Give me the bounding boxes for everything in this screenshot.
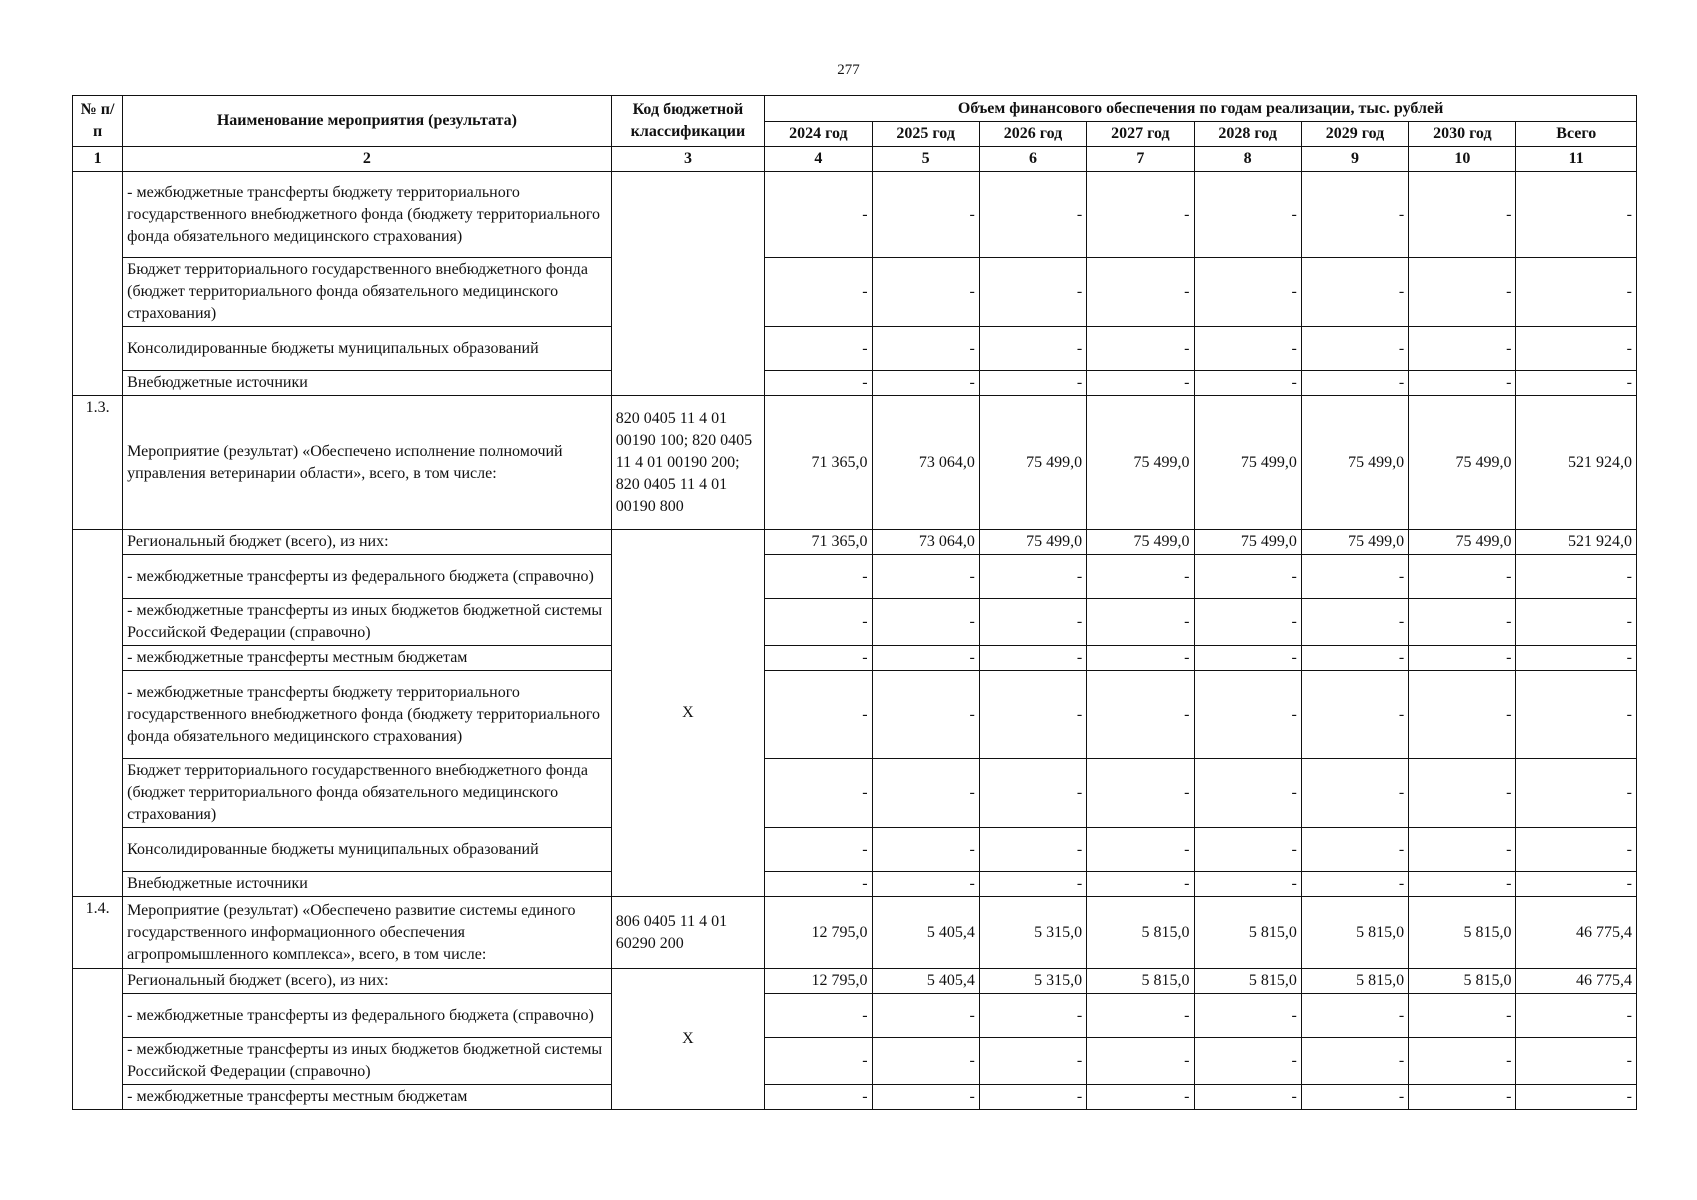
table-row [73,1085,1637,1110]
total-value: 521 924,0 [1516,530,1637,555]
year-value: - [765,327,872,371]
table-row [73,969,1637,994]
year-value: - [1409,1085,1516,1110]
year-value: - [765,555,872,599]
year-value: - [872,828,979,872]
header-no: № п/п [73,96,123,147]
year-value: - [979,828,1086,872]
year-value: - [1194,828,1301,872]
column-number: 8 [1194,147,1301,172]
header-total: Всего [1516,122,1637,147]
year-value: 75 499,0 [979,530,1086,555]
year-value: - [872,1085,979,1110]
year-value: - [872,872,979,897]
total-value: - [1516,994,1637,1038]
year-value: - [872,258,979,327]
year-value: 5 815,0 [1194,897,1301,969]
year-value: - [1409,327,1516,371]
table-row [73,530,1637,555]
year-value: 71 365,0 [765,530,872,555]
year-value: - [872,759,979,828]
year-value: - [1301,327,1408,371]
table-row [73,599,1637,646]
year-value: - [1409,646,1516,671]
column-number: 7 [1087,147,1194,172]
column-number: 3 [611,147,764,172]
total-value: - [1516,599,1637,646]
row-number [73,530,123,897]
table-row [73,396,1637,530]
year-value: - [979,599,1086,646]
year-value: - [1087,172,1194,258]
year-value: - [1409,872,1516,897]
year-value: - [979,555,1086,599]
row-name: - межбюджетные трансферты из иных бюджетов бюджетной системы Российской Федерации (справочно) [123,599,612,646]
year-value: - [872,327,979,371]
year-value: 75 499,0 [1409,530,1516,555]
column-number: 11 [1516,147,1637,172]
year-value: - [1301,258,1408,327]
year-value: - [1194,599,1301,646]
year-value: 75 499,0 [1087,530,1194,555]
year-value: - [1301,646,1408,671]
table-row [73,1038,1637,1085]
header-year-2026: 2026 год [979,122,1086,147]
year-value: - [765,671,872,759]
budget-code: 806 0405 11 4 01 60290 200 [611,897,764,969]
year-value: - [1194,555,1301,599]
header-code: Код бюджетной классификации [611,96,764,147]
year-value: - [765,258,872,327]
year-value: - [765,828,872,872]
header-year-2025: 2025 год [872,122,979,147]
year-value: 75 499,0 [1301,530,1408,555]
column-number: 2 [123,147,612,172]
budget-table [72,95,1637,1110]
total-value: - [1516,646,1637,671]
table-row [73,172,1637,258]
year-value: - [1087,1085,1194,1110]
year-value: - [979,872,1086,897]
year-value: 73 064,0 [872,530,979,555]
year-value: - [872,371,979,396]
year-value: - [765,759,872,828]
total-value: - [1516,671,1637,759]
column-number: 4 [765,147,872,172]
year-value: 5 815,0 [1087,897,1194,969]
year-value: 5 815,0 [1194,969,1301,994]
year-value: - [872,671,979,759]
row-name: - межбюджетные трансферты местным бюджетам [123,1085,612,1110]
table-row [73,994,1637,1038]
year-value: - [979,1085,1086,1110]
year-value: - [1409,172,1516,258]
year-value: - [872,994,979,1038]
year-value: - [1301,828,1408,872]
header-name: Наименование мероприятия (результата) [123,96,612,147]
year-value: - [1194,994,1301,1038]
year-value: - [1194,258,1301,327]
total-value: - [1516,759,1637,828]
table-row [73,555,1637,599]
year-value: 75 499,0 [1301,396,1408,530]
year-value: 5 815,0 [1301,897,1408,969]
year-value: - [1301,759,1408,828]
year-value: - [1087,371,1194,396]
year-value: 12 795,0 [765,897,872,969]
year-value: - [1087,1038,1194,1085]
year-value: - [979,371,1086,396]
year-value: 75 499,0 [979,396,1086,530]
total-value: - [1516,555,1637,599]
year-value: - [1087,872,1194,897]
year-value: - [1194,1038,1301,1085]
year-value: - [765,599,872,646]
total-value: - [1516,371,1637,396]
year-value: - [1087,671,1194,759]
row-number: 1.4. [73,897,123,969]
total-value: - [1516,258,1637,327]
year-value: - [1301,671,1408,759]
row-name: - межбюджетные трансферты из федерального бюджета (справочно) [123,555,612,599]
year-value: - [1409,555,1516,599]
header-year-2029: 2029 год [1301,122,1408,147]
row-number: 1.3. [73,396,123,530]
year-value: - [1087,994,1194,1038]
year-value: - [872,172,979,258]
year-value: - [872,1038,979,1085]
year-value: - [979,1038,1086,1085]
year-value: - [1409,671,1516,759]
year-value: - [765,994,872,1038]
row-name: Бюджет территориального государственного внебюджетного фонда (бюджет территориального фонда обязательного медицинского страхования) [123,759,612,828]
year-value: 5 815,0 [1409,897,1516,969]
table-row [73,327,1637,371]
year-value: - [1301,994,1408,1038]
row-name: Региональный бюджет (всего), из них: [123,969,612,994]
year-value: - [1194,646,1301,671]
year-value: - [1409,258,1516,327]
year-value: 5 815,0 [1087,969,1194,994]
year-value: 73 064,0 [872,396,979,530]
total-value: 46 775,4 [1516,897,1637,969]
year-value: - [765,371,872,396]
budget-code: 820 0405 11 4 01 00190 100; 820 0405 11 4 01 00190 200; 820 0405 11 4 01 00190 800 [611,396,764,530]
total-value: - [1516,1038,1637,1085]
year-value: 5 405,4 [872,897,979,969]
row-number [73,969,123,1110]
year-value: - [1087,828,1194,872]
row-name: Бюджет территориального государственного внебюджетного фонда (бюджет территориального фонда обязательного медицинского страхования) [123,258,612,327]
year-value: - [765,872,872,897]
year-value: - [1301,599,1408,646]
year-value: - [1409,1038,1516,1085]
table-row [73,671,1637,759]
table-row [73,759,1637,828]
column-number: 1 [73,147,123,172]
total-value: 46 775,4 [1516,969,1637,994]
year-value: - [1087,599,1194,646]
column-number: 6 [979,147,1086,172]
year-value: - [1409,371,1516,396]
year-value: - [1409,759,1516,828]
row-name: Внебюджетные источники [123,872,612,897]
year-value: - [979,759,1086,828]
header-year-2024: 2024 год [765,122,872,147]
header-year-2028: 2028 год [1194,122,1301,147]
year-value: - [1194,759,1301,828]
year-value: 5 315,0 [979,897,1086,969]
table-row [73,258,1637,327]
year-value: 5 815,0 [1301,969,1408,994]
year-value: - [979,327,1086,371]
year-value: 5 315,0 [979,969,1086,994]
year-value: - [1194,327,1301,371]
column-number: 10 [1409,147,1516,172]
total-value: - [1516,828,1637,872]
header-funding: Объем финансового обеспечения по годам реализации, тыс. рублей [765,96,1637,122]
budget-code [611,172,764,396]
year-value: - [765,172,872,258]
year-value: - [1194,671,1301,759]
year-value: - [1301,555,1408,599]
row-number [73,172,123,396]
header-year-2030: 2030 год [1409,122,1516,147]
year-value: - [765,646,872,671]
year-value: - [1301,371,1408,396]
year-value: - [765,1085,872,1110]
year-value: 75 499,0 [1194,396,1301,530]
row-name: - межбюджетные трансферты из иных бюджетов бюджетной системы Российской Федерации (справочно) [123,1038,612,1085]
year-value: - [1194,872,1301,897]
year-value: 5 815,0 [1409,969,1516,994]
budget-code: X [611,969,764,1110]
budget-code: X [611,530,764,897]
year-value: - [1194,172,1301,258]
year-value: - [1194,371,1301,396]
row-name: Мероприятие (результат) «Обеспечено развитие системы единого государственного информационного обеспечения агропромышленного комплекса», всего, в том числе: [123,897,612,969]
year-value: - [765,1038,872,1085]
year-value: - [1087,759,1194,828]
page-number: 277 [837,62,860,78]
row-name: Региональный бюджет (всего), из них: [123,530,612,555]
year-value: 75 499,0 [1194,530,1301,555]
year-value: - [1087,258,1194,327]
table-row [73,828,1637,872]
total-value: - [1516,172,1637,258]
year-value: - [1409,994,1516,1038]
row-name: Консолидированные бюджеты муниципальных образований [123,327,612,371]
year-value: - [1301,872,1408,897]
row-name: - межбюджетные трансферты бюджету территориального государственного внебюджетного фонда (бюджету территориального фонда обязательного медицинского страхования) [123,671,612,759]
year-value: - [872,555,979,599]
year-value: - [1194,1085,1301,1110]
year-value: - [1301,1085,1408,1110]
year-value: - [1301,1038,1408,1085]
row-name: Мероприятие (результат) «Обеспечено исполнение полномочий управления ветеринарии области», всего, в том числе: [123,396,612,530]
row-name: - межбюджетные трансферты из федерального бюджета (справочно) [123,994,612,1038]
year-value: 75 499,0 [1087,396,1194,530]
year-value: - [1301,172,1408,258]
year-value: - [872,646,979,671]
table-row [73,371,1637,396]
table-row [73,897,1637,969]
row-name: Внебюджетные источники [123,371,612,396]
total-value: 521 924,0 [1516,396,1637,530]
year-value: - [1087,646,1194,671]
year-value: - [979,172,1086,258]
year-value: 75 499,0 [1409,396,1516,530]
year-value: - [979,671,1086,759]
year-value: - [1409,828,1516,872]
column-number: 5 [872,147,979,172]
table-row [73,646,1637,671]
year-value: - [1409,599,1516,646]
year-value: - [872,599,979,646]
year-value: - [1087,555,1194,599]
year-value: - [1087,327,1194,371]
year-value: - [979,258,1086,327]
year-value: 12 795,0 [765,969,872,994]
header-year-2027: 2027 год [1087,122,1194,147]
row-name: - межбюджетные трансферты бюджету территориального государственного внебюджетного фонда (бюджету территориального фонда обязательного медицинского страхования) [123,172,612,258]
year-value: 71 365,0 [765,396,872,530]
table-row [73,872,1637,897]
total-value: - [1516,327,1637,371]
total-value: - [1516,872,1637,897]
year-value: - [979,646,1086,671]
column-number: 9 [1301,147,1408,172]
year-value: - [979,994,1086,1038]
total-value: - [1516,1085,1637,1110]
row-name: Консолидированные бюджеты муниципальных образований [123,828,612,872]
year-value: 5 405,4 [872,969,979,994]
row-name: - межбюджетные трансферты местным бюджетам [123,646,612,671]
